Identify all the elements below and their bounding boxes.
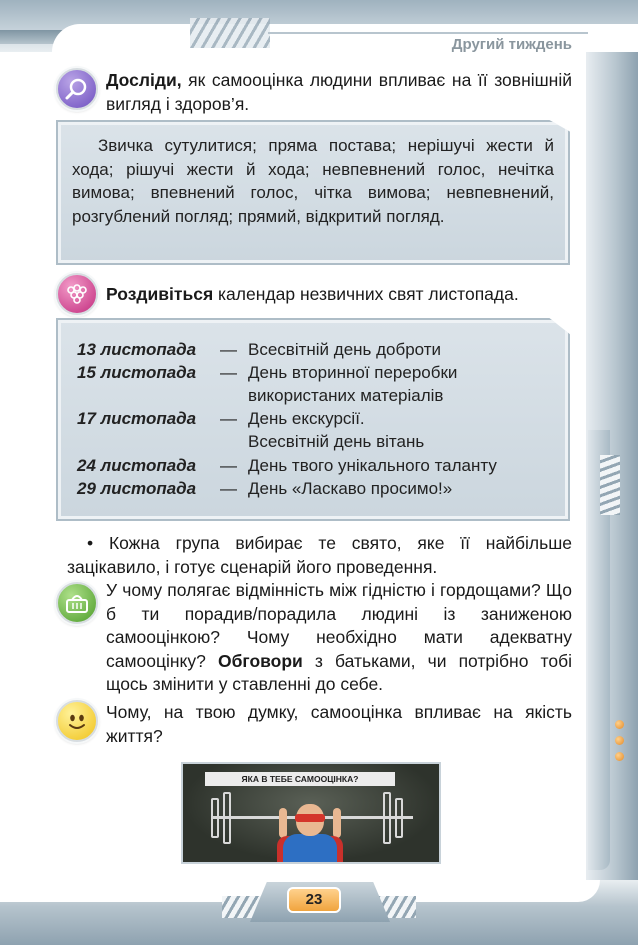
photo-caption: ЯКА В ТЕБЕ САМООЦІНКА? (205, 772, 395, 786)
task-look-text: календар незвичних свят листопада. (213, 284, 519, 304)
task-look-lead: Роздивіться (106, 284, 214, 304)
group-task-bullet: • Кожна група вибирає те свято, яке її найбільше зацікавило, і готує сценарій його проведення. (67, 533, 572, 577)
magnifier-icon (56, 68, 98, 110)
discussion-task: У чому полягає відмінність між гідністю і гордощами? Що б ти порадив/порадила людині із заниженою самооцінкою? Чому необхідно мати адекватну самооцінку? Обговори з батьками, чи потрібно тобі щось змінити у ставленні до себе. (106, 580, 572, 694)
task-explore-text: як самооцінка людини впливає на її зовнішній вигляд і здоров’я. (106, 70, 572, 114)
right-frame-stripes (600, 455, 620, 515)
flower-icon (56, 273, 98, 315)
reflection-question: Чому, на твою думку, самооцінка впливає на якість життя? (106, 702, 572, 746)
calendar-row: 15 листопада — День вторинної переробки (77, 363, 458, 382)
traits-text: Звичка сутулитися; пряма постава; нерішучі жести й хода; рішучі жести й хода; невпевнений голос, нечітка вимова; впевнений голос, чітка вимова; невпевнений, розгублений погляд; прямий, відкритий погляд. (72, 136, 554, 226)
decorative-dots (615, 720, 624, 768)
superhero-kid-photo (181, 762, 441, 864)
calendar-row-continuation: Всесвітній день вітань (248, 432, 425, 451)
header-rule (268, 32, 588, 34)
calendar-row-continuation: використаних матеріалів (248, 386, 444, 405)
discussion-task-bold: Обговори (217, 650, 303, 671)
smiley-icon (56, 700, 98, 742)
running-header: Другий тиждень (451, 36, 572, 53)
task-look (106, 283, 572, 307)
task-explore (106, 69, 572, 116)
task-explore-lead: Досліди, (106, 70, 182, 90)
page-number: 23 (287, 887, 341, 913)
calendar-row: 13 листопада — Всесвітній день доброти (77, 340, 442, 359)
calendar-row: 17 листопада — День екскурсії. (77, 409, 365, 428)
top-frame-stripes (190, 18, 270, 48)
basket-icon (56, 582, 98, 624)
calendar-row: 24 листопада — День твого унікального таланту (77, 456, 497, 475)
calendar-row: 29 листопада — День «Ласкаво просимо!» (77, 479, 453, 498)
